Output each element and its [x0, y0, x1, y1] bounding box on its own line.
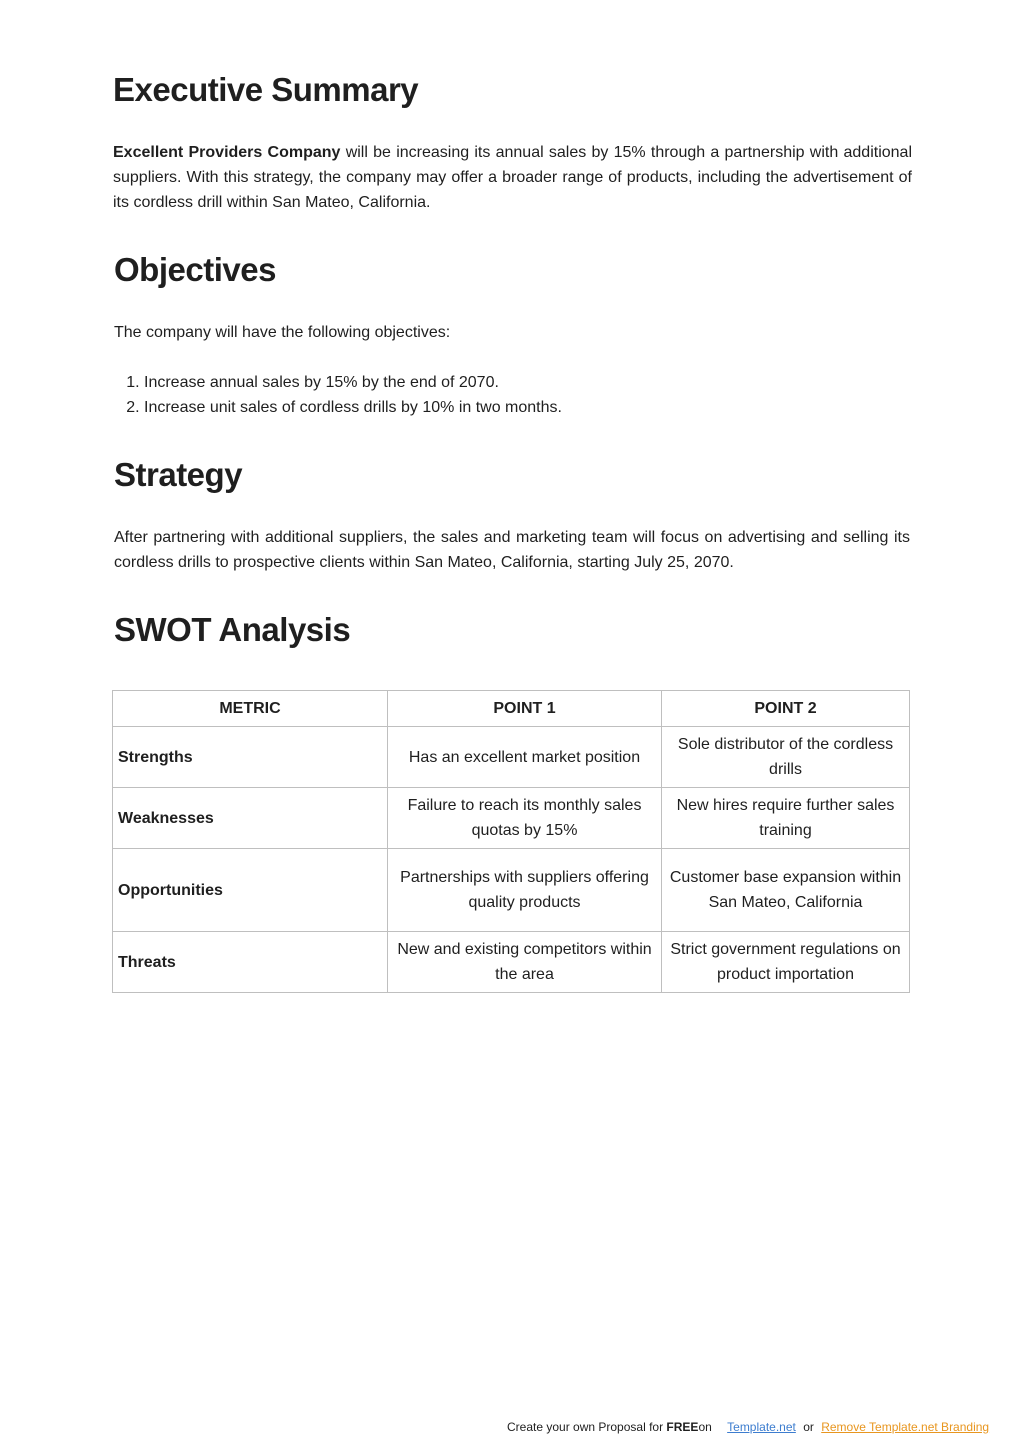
objectives-intro: The company will have the following objectives: [114, 324, 451, 341]
point-1-cell: Partnerships with suppliers offering quality products [388, 849, 662, 932]
column-header-point-1: POINT 1 [388, 691, 662, 727]
objectives-heading: Objectives [114, 251, 276, 288]
point-2-cell: Strict government regulations on product importation [662, 932, 910, 993]
point-1-cell: Failure to reach its monthly sales quotas by 15% [388, 788, 662, 849]
column-header-metric: METRIC [113, 691, 388, 727]
footer-on: on [698, 1420, 712, 1434]
footer-free: FREE [666, 1420, 699, 1434]
strategy-paragraph: After partnering with additional suppliers, the sales and marketing team will focus on advertising and selling its cordless drills to prospective clients within San Mateo, California, starting July 25, 2070. [114, 529, 910, 571]
table-row [113, 788, 910, 849]
table-row [113, 849, 910, 932]
metric-cell: Opportunities [113, 849, 388, 932]
remove-branding-link[interactable]: Remove Template.net Branding [821, 1420, 990, 1434]
company-name: Excellent Providers Company [113, 144, 341, 161]
footer-branding [507, 1418, 989, 1436]
swot-table [112, 690, 910, 993]
executive-summary-heading: Executive Summary [113, 71, 419, 108]
swot-heading: SWOT Analysis [114, 611, 351, 648]
point-1-cell: New and existing competitors within the area [388, 932, 662, 993]
objectives-list [114, 370, 562, 420]
footer-or: or [803, 1420, 814, 1434]
metric-cell: Weaknesses [113, 788, 388, 849]
template-net-link[interactable]: Template.net [727, 1420, 796, 1434]
table-row [113, 727, 910, 788]
executive-summary-paragraph [113, 140, 912, 215]
metric-cell: Strengths [113, 727, 388, 788]
metric-cell: Threats [113, 932, 388, 993]
footer-prefix: Create your own Proposal for [507, 1420, 667, 1434]
objective-item: 2. Increase unit sales of cordless drills by 10% in two months. [144, 395, 562, 420]
objective-item: 1. Increase annual sales by 15% by the end of 2070. [144, 370, 562, 395]
executive-summary-body: will be increasing its annual sales by 15% through a partnership with additional suppliers. With this strategy, the company may offer a broader range of products, including the advertisement of its cordless drill within San Mateo, California. [113, 144, 913, 211]
table-row [113, 932, 910, 993]
point-2-cell: Sole distributor of the cordless drills [662, 727, 910, 788]
point-2-cell: Customer base expansion within San Mateo, California [662, 849, 910, 932]
strategy-heading: Strategy [114, 456, 243, 493]
swot-header-row [113, 691, 910, 727]
column-header-point-2: POINT 2 [662, 691, 910, 727]
point-2-cell: New hires require further sales training [662, 788, 910, 849]
point-1-cell: Has an excellent market position [388, 727, 662, 788]
